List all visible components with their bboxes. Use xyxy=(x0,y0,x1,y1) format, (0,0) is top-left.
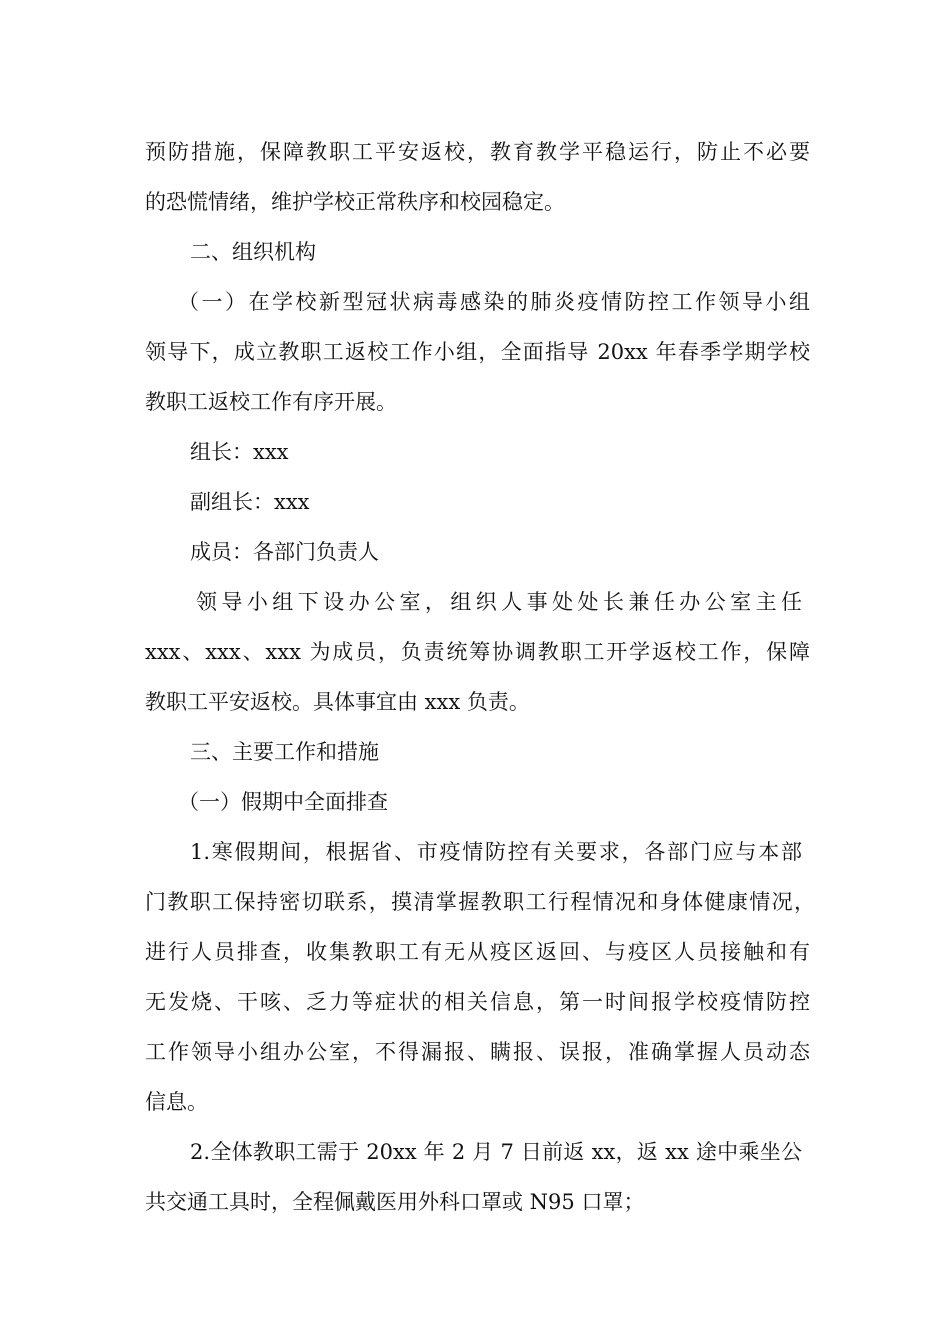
paragraph-line: 领导下，成立教职工返校工作小组，全面指导 20xx 年春季学期学校 xyxy=(145,340,810,364)
paragraph-line: （一）在学校新型冠状病毒感染的肺炎疫情防控工作领导小组 xyxy=(178,290,810,314)
paragraph-line: 无发烧、干咳、乏力等症状的相关信息，第一时间报学校疫情防控 xyxy=(145,990,810,1014)
paragraph-line: 组长：xxx xyxy=(190,440,289,464)
paragraph-line: 1.寒假期间，根据省、市疫情防控有关要求，各部门应与本部 xyxy=(190,840,802,864)
paragraph-line: 成员：各部门负责人 xyxy=(190,540,379,564)
paragraph-line: 工作领导小组办公室，不得漏报、瞒报、误报，准确掌握人员动态 xyxy=(145,1040,810,1064)
subsection-heading: （一）假期中全面排查 xyxy=(178,790,388,814)
paragraph-line: 领导小组下设办公室，组织人事处处长兼任办公室主任 xyxy=(196,590,802,614)
paragraph-line: 教职工返校工作有序开展。 xyxy=(145,390,397,414)
paragraph-line: 进行人员排查，收集教职工有无从疫区返回、与疫区人员接触和有 xyxy=(145,940,810,964)
section-heading: 三、主要工作和措施 xyxy=(190,740,379,764)
paragraph-line: 教职工平安返校。具体事宜由 xxx 负责。 xyxy=(145,690,530,714)
section-heading: 二、组织机构 xyxy=(190,240,316,264)
paragraph-line: 共交通工具时，全程佩戴医用外科口罩或 N95 口罩； xyxy=(145,1190,645,1214)
paragraph-line: 预防措施，保障教职工平安返校，教育教学平稳运行，防止不必要 xyxy=(145,140,810,164)
paragraph-line: 门教职工保持密切联系，摸清掌握教职工行程情况和身体健康情况， xyxy=(145,890,815,914)
paragraph-line: xxx、xxx、xxx 为成员，负责统筹协调教职工开学返校工作，保障 xyxy=(145,640,810,664)
paragraph-line: 信息。 xyxy=(145,1090,208,1114)
paragraph-line: 2.全体教职工需于 20xx 年 2 月 7 日前返 xx，返 xx 途中乘坐公 xyxy=(190,1140,802,1164)
paragraph-line: 的恐慌情绪，维护学校正常秩序和校园稳定。 xyxy=(145,190,565,214)
paragraph-line: 副组长：xxx xyxy=(190,490,310,514)
